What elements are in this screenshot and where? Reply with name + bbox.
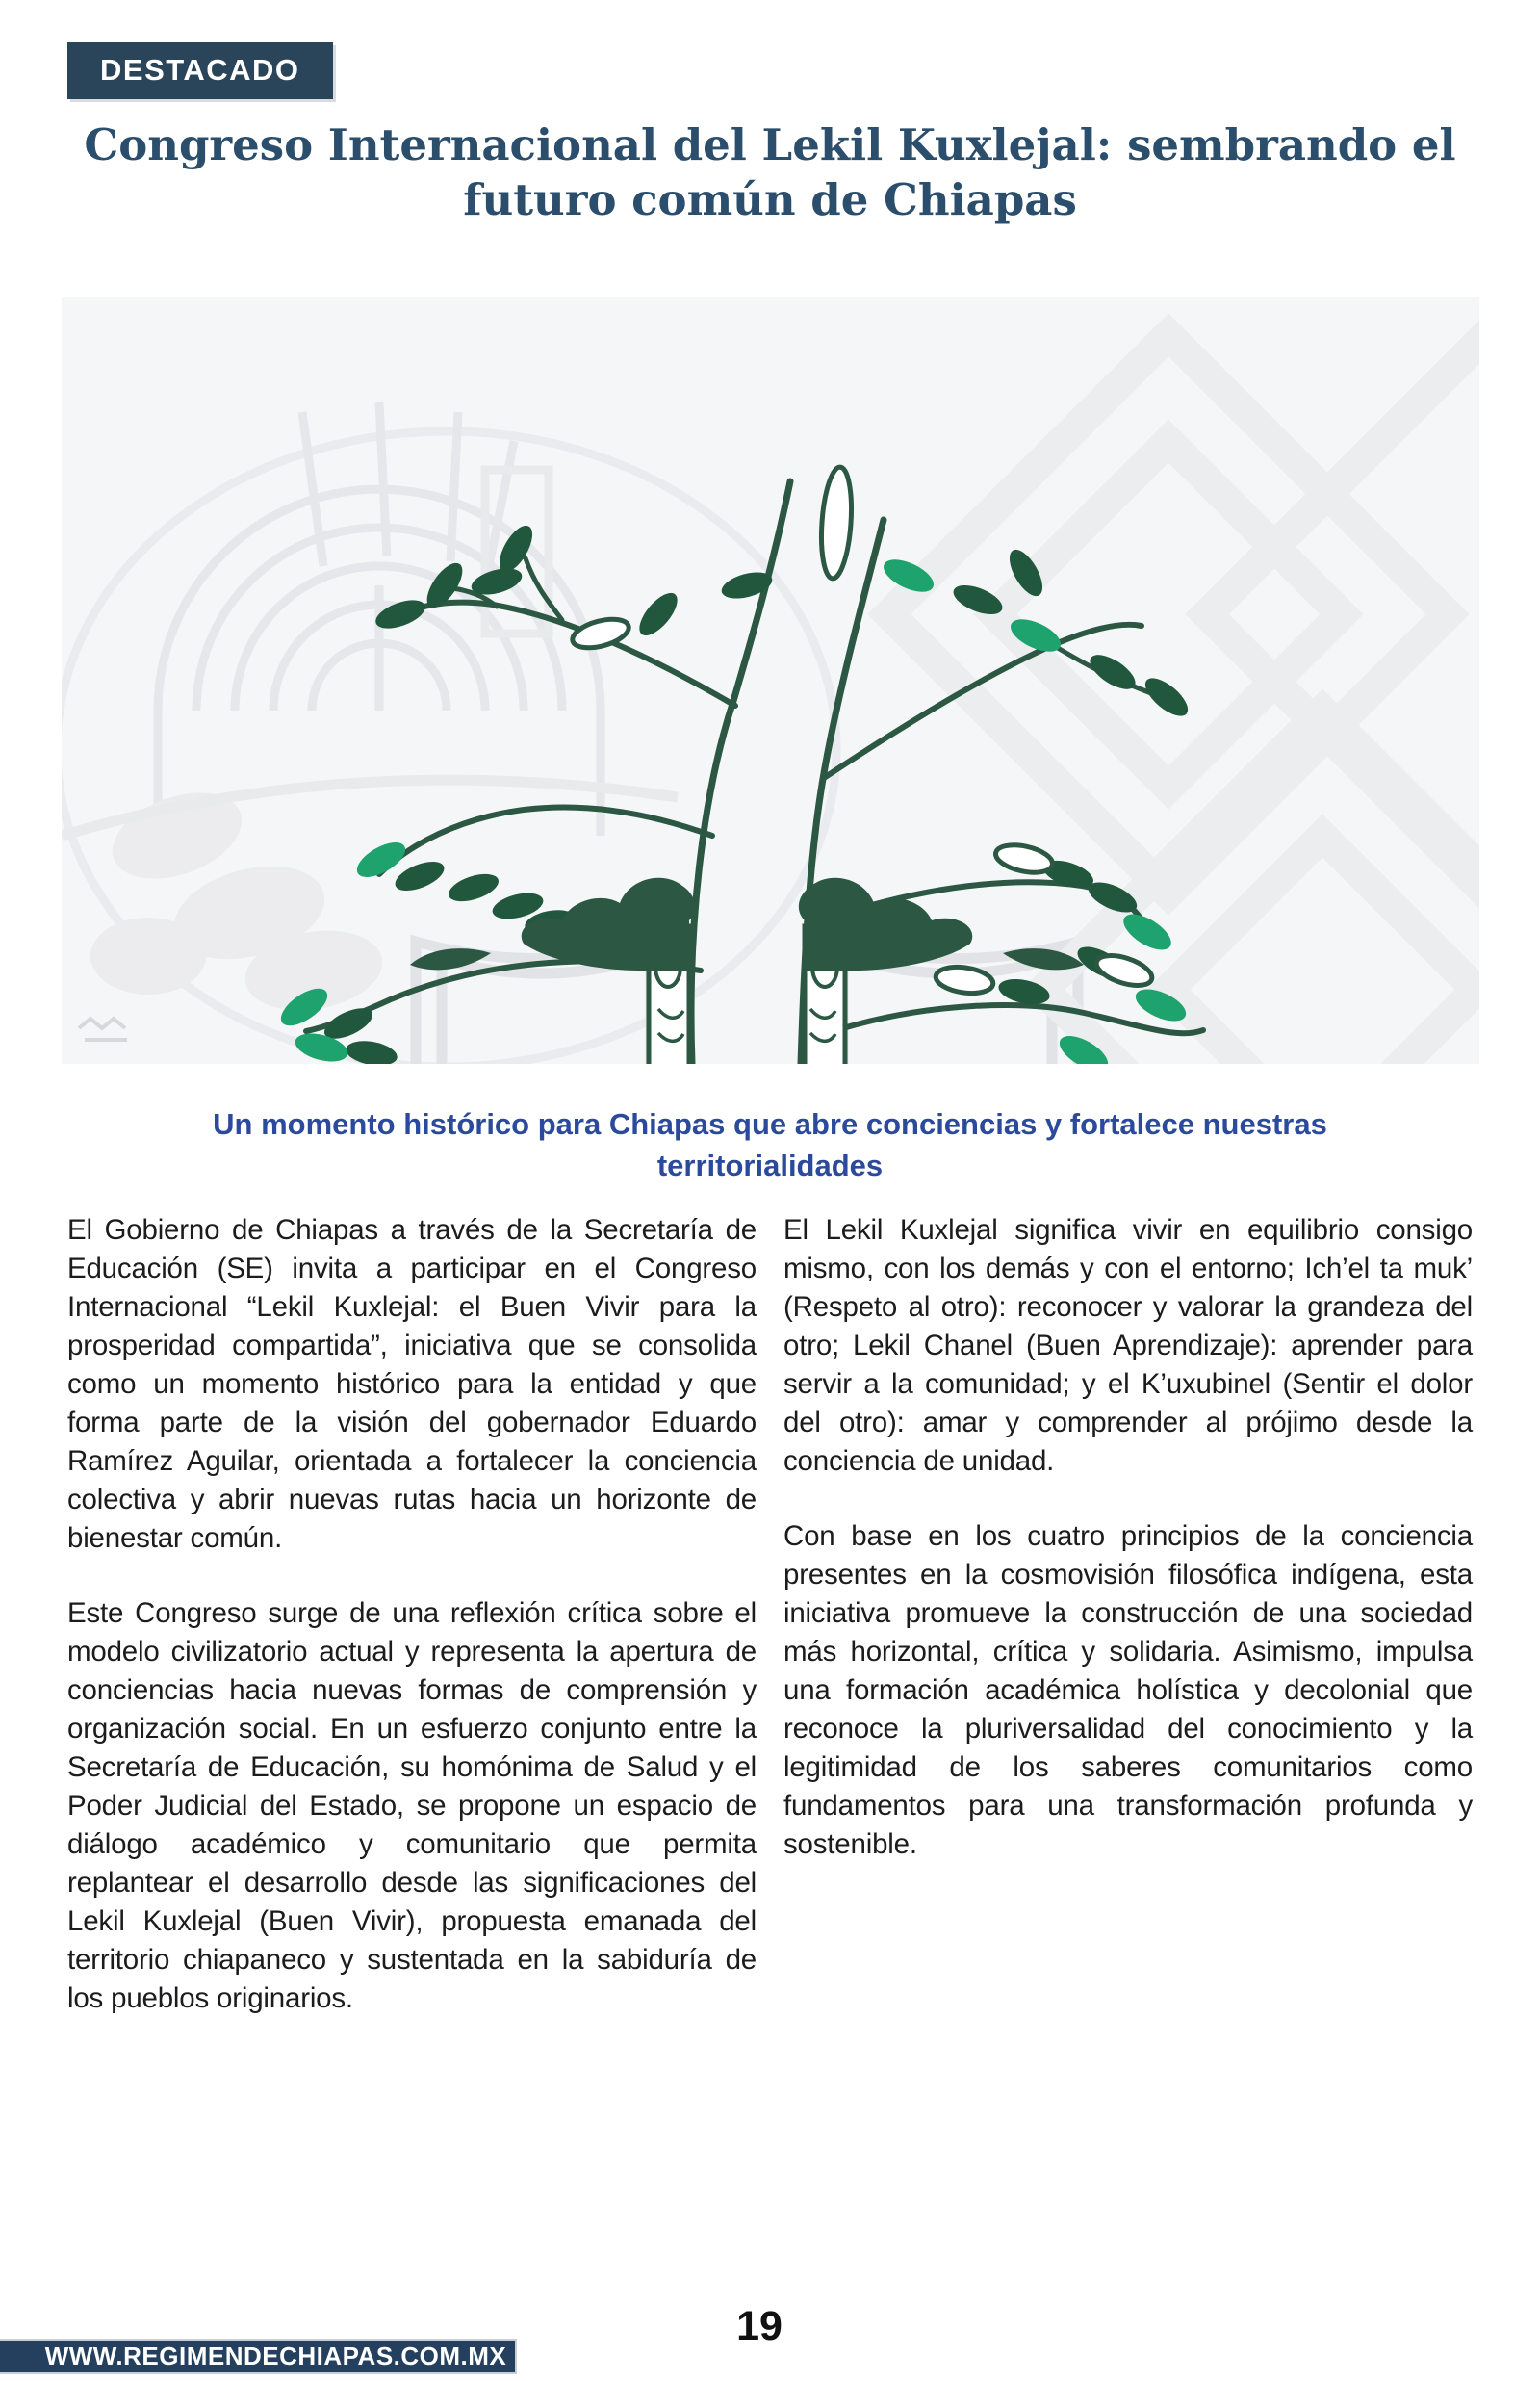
website-url: WWW.REGIMENDECHIAPAS.COM.MX bbox=[44, 2342, 507, 2370]
tree-illustration-svg bbox=[62, 297, 1479, 1064]
article-column-right bbox=[783, 1211, 1473, 1901]
subtitle-line2: territorialidades bbox=[656, 1149, 884, 1182]
paragraph: El Lekil Kuxlejal significa vivir en equilibrio consigo mismo, con los demás y con el entorno; Ich’el ta muk’ (Respeto al otro): reconocer y valorar la grandeza del otro; Lekil Chanel (Buen Aprendizaje): aprender para servir a la comunidad; y el K’uxubinel (Sentir el dolor del otro): amar y comprender al prójimo desde la conciencia de unidad. bbox=[783, 1214, 1473, 1477]
hero-illustration bbox=[62, 297, 1479, 1064]
subtitle-line1: Un momento histórico para Chiapas que abre conciencias y fortalece nuestras bbox=[213, 1107, 1327, 1141]
paragraph: Este Congreso surge de una reflexión crítica sobre el modelo civilizatorio actual y representa la apertura de conciencias hacia nuevas formas de comprensión y organización social. En un esfuerzo conjunto entre la Secretaría de Educación, su homónima de Salud y el Poder Judicial del Estado, se propone un espacio de diálogo académico y comunitario que permita replantear el desarrollo desde las significaciones del Lekil Kuxlejal (Buen Vivir), propuesta emanada del territorio chiapaneco y sustentada en la sabiduría de los pueblos originarios. bbox=[67, 1597, 757, 2014]
page-title-line1: Congreso Internacional del Lekil Kuxlejal: sembrando el bbox=[84, 119, 1456, 170]
destacado-badge: DESTACADO bbox=[67, 42, 333, 99]
footer-bar bbox=[0, 2339, 517, 2374]
ground-mark-watermark bbox=[79, 1019, 127, 1040]
paragraph: El Gobierno de Chiapas a través de la Secretaría de Educación (SE) invita a participar en el Congreso Internacional “Lekil Kuxlejal: el Buen Vivir para la prosperidad compartida”, iniciativa que se consolida como un momento histórico para la entidad y que forma parte de la visión del gobernador Eduardo Ramírez Aguilar, orientada a fortalecer la conciencia colectiva y abrir nuevas rutas hacia un horizonte de bienestar común. bbox=[67, 1214, 757, 1554]
paragraph: Con base en los cuatro principios de la conciencia presentes en la cosmovisión filosófica indígena, esta iniciativa promueve la construcción de una sociedad más horizontal, crítica y solidaria. Asimismo, impulsa una formación académica holística y decolonial que reconoce la pluriversalidad del conocimiento y la legitimidad de los saberes comunitarios como fundamentos para una transformación profunda y sostenible. bbox=[783, 1520, 1473, 1860]
page-title-line2: futuro común de Chiapas bbox=[463, 174, 1077, 225]
page-title bbox=[0, 117, 1540, 227]
subtitle bbox=[0, 1103, 1540, 1186]
top-leaf-icon bbox=[818, 466, 855, 580]
page-number: 19 bbox=[736, 2303, 783, 2349]
article-column-left bbox=[67, 1211, 757, 2055]
